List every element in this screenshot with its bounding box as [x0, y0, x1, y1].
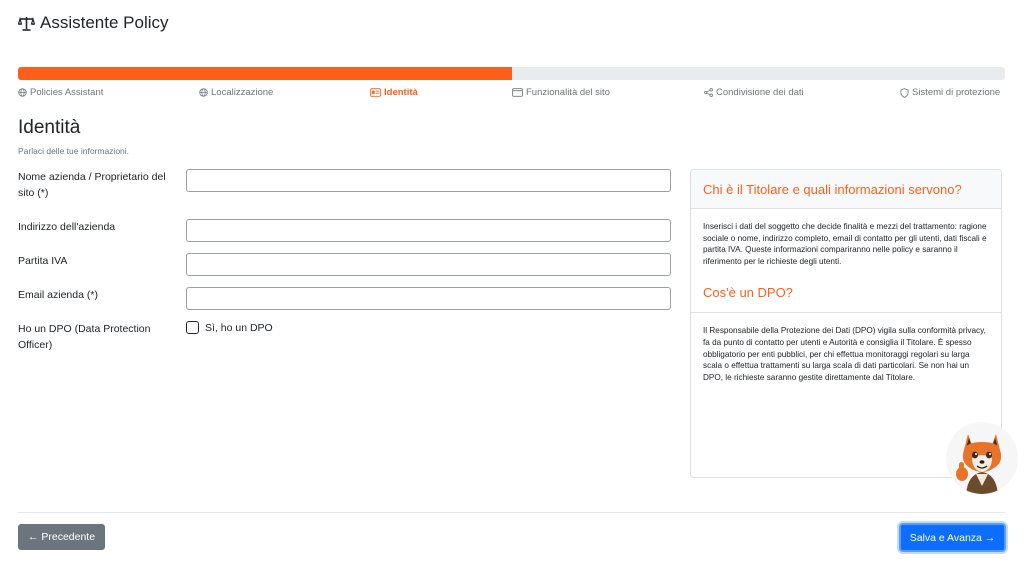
info-dpo-body: Il Responsabile della Protezione dei Dati (DPO) vigila sulla conformità privacy, fa da punto di contatto per utenti e Autorità e consiglia il Titolare. È spesso obbligatorio per enti pubblici, per chi effettua monitoraggi regolari su larga scala o effettua trattamenti su larga scala di dati particolari. Se non hai un DPO, le richieste saranno gestite direttamente dal Titolare. [703, 326, 986, 382]
shield-icon [900, 88, 909, 98]
step-localizzazione[interactable] [199, 87, 273, 98]
window-icon [512, 88, 523, 97]
email-input[interactable] [186, 287, 671, 310]
wizard-steps [18, 87, 1005, 101]
scale-icon [18, 16, 35, 31]
page-title: Identità [18, 117, 81, 138]
fox-mascot-avatar[interactable] [946, 422, 1018, 494]
dpo-checkbox[interactable] [186, 321, 199, 334]
app-title: Assistente Policy [40, 13, 169, 32]
step-sistemi-protezione[interactable] [900, 87, 1000, 98]
step-funzionalita[interactable] [512, 87, 610, 98]
company-name-label: Nome azienda / Proprietario del sito (*) [18, 171, 166, 199]
step-label: Localizzazione [211, 87, 274, 98]
info-dpo-title: Cos'è un DPO? [703, 285, 793, 301]
step-condivisione[interactable] [704, 87, 804, 98]
globe-icon [199, 88, 208, 97]
step-label: Funzionalità del sito [526, 87, 610, 98]
progress-bar [18, 67, 1005, 80]
vat-input[interactable] [186, 253, 671, 276]
save-and-next-button[interactable]: Salva e Avanza → [899, 523, 1006, 552]
step-label: Identità [384, 87, 418, 98]
step-policies-assistant[interactable] [18, 87, 103, 98]
page-subtitle: Parlaci delle tue informazioni. [18, 146, 130, 156]
dpo-label: Ho un DPO (Data Protection Officer) [18, 323, 151, 351]
dpo-checkbox-wrap[interactable] [186, 321, 273, 334]
email-label: Email azienda (*) [18, 289, 98, 301]
step-label: Policies Assistant [30, 87, 104, 98]
company-address-input[interactable] [186, 219, 671, 242]
company-address-label: Indirizzo dell'azienda [18, 221, 116, 233]
globe-icon [18, 88, 27, 97]
step-identita[interactable] [370, 87, 418, 98]
step-label: Sistemi di protezione [912, 87, 1001, 98]
fox-mascot-icon [946, 422, 1018, 494]
dpo-checkbox-label[interactable]: Sì, ho un DPO [205, 321, 273, 334]
vat-label: Partita IVA [18, 255, 68, 267]
footer-divider [18, 512, 1005, 513]
app-header [18, 13, 169, 33]
company-name-input[interactable] [186, 169, 671, 192]
info-card [690, 169, 1002, 478]
info-titolare-body: Inserisci i dati del soggetto che decide finalità e mezzi del trattamento: ragione sociale o nome, indirizzo completo, email di contatto per gli utenti, dati fiscali e partita IVA. Queste informazioni compariranno nelle policy e saranno il riferimento per le richieste degli utenti. [703, 222, 987, 266]
progress-fill [18, 67, 512, 80]
share-icon [704, 88, 713, 97]
step-label: Condivisione dei dati [716, 87, 804, 98]
info-titolare-header [691, 170, 1001, 209]
previous-button[interactable]: ← Precedente [18, 524, 105, 550]
id-card-icon [370, 88, 381, 97]
info-titolare-title: Chi è il Titolare e quali informazioni servono? [703, 182, 962, 197]
info-dpo-header [691, 277, 1001, 313]
